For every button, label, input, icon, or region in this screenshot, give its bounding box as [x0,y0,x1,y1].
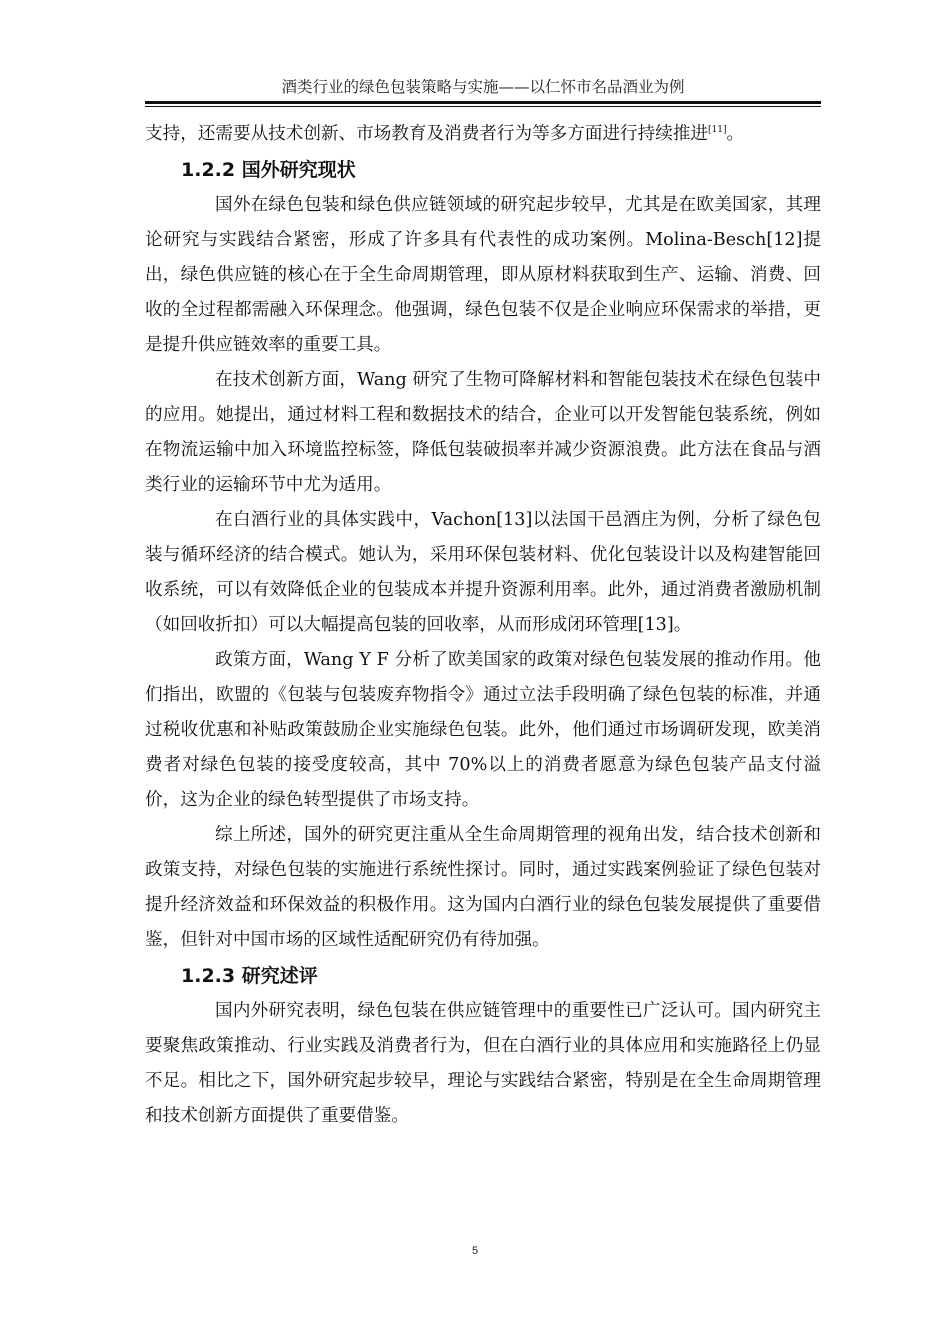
document-body [145,117,821,1134]
paragraph-technology-innovation: 在技术创新方面，Wang 研究了生物可降解材料和智能包装技术在绿色包装中的应用。她提出，通过材料工程和数据技术的结合，企业可以开发智能包装系统，例如在物流运输中加入环境监控标签，降低包装破损率并减少资源浪费。此方法在食品与酒类行业的运输环节中尤为适用。 [145,370,821,495]
section-heading-1-2-2: 1.2.2 国外研究现状 [181,159,356,181]
continued-paragraph-text: 支持，还需要从技术创新、市场教育及消费者行为等多方面进行持续推进 [145,124,709,144]
continued-paragraph-end: 。 [726,124,745,144]
paragraph-research-review: 国内外研究表明，绿色包装在供应链管理中的重要性已广泛认可。国内研究主要聚焦政策推动、行业实践及消费者行为，但在白酒行业的具体应用和实施路径上仍显不足。相比之下，国外研究起步较早，理论与实践结合紧密，特别是在全生命周期管理和技术创新方面提供了重要借鉴。 [145,1001,821,1126]
citation-superscript: [11] [708,125,727,136]
paragraph-foreign-overview: 国外在绿色包装和绿色供应链领域的研究起步较早，尤其是在欧美国家，其理论研究与实践结合紧密，形成了许多具有代表性的成功案例。Molina-Besch[12]提出，绿色供应链的核心在于全生命周期管理，即从原材料获取到生产、运输、消费、回收的全过程都需融入环保理念。他强调，绿色包装不仅是企业响应环保需求的举措，更是提升供应链效率的重要工具。 [145,195,821,355]
paragraph-policy: 政策方面，Wang Y F 分析了欧美国家的政策对绿色包装发展的推动作用。他们指出，欧盟的《包装与包装废弃物指令》通过立法手段明确了绿色包装的标准，并通过税收优惠和补贴政策鼓励企业实施绿色包装。此外，他们通过市场调研发现，欧美消费者对绿色包装的接受度较高，其中 70%以上的消费者愿意为绿色包装产品支付溢价，这为企业的绿色转型提供了市场支持。 [145,650,821,810]
header-rule-thick [145,101,821,104]
paragraph-baijiu-practice: 在白酒行业的具体实践中，Vachon[13]以法国干邑酒庄为例，分析了绿色包装与循环经济的结合模式。她认为，采用环保包装材料、优化包装设计以及构建智能回收系统，可以有效降低企业的包装成本并提升资源利用率。此外，通过消费者激励机制（如回收折扣）可以大幅提高包装的回收率，从而形成闭环管理[13]。 [145,510,821,635]
paragraph-summary: 综上所述，国外的研究更注重从全生命周期管理的视角出发，结合技术创新和政策支持，对绿色包装的实施进行系统性探讨。同时，通过实践案例验证了绿色包装对提升经济效益和环保效益的积极作用。这为国内白酒行业的绿色包装发展提供了重要借鉴，但针对中国市场的区域性适配研究仍有待加强。 [145,825,821,950]
running-header: 酒类行业的绿色包装策略与实施——以仁怀市名品酒业为例 [281,78,685,96]
section-heading-1-2-3: 1.2.3 研究述评 [181,965,318,987]
header-rule-thin [145,106,821,107]
continued-paragraph [145,117,821,152]
page-number: 5 [471,1245,479,1257]
